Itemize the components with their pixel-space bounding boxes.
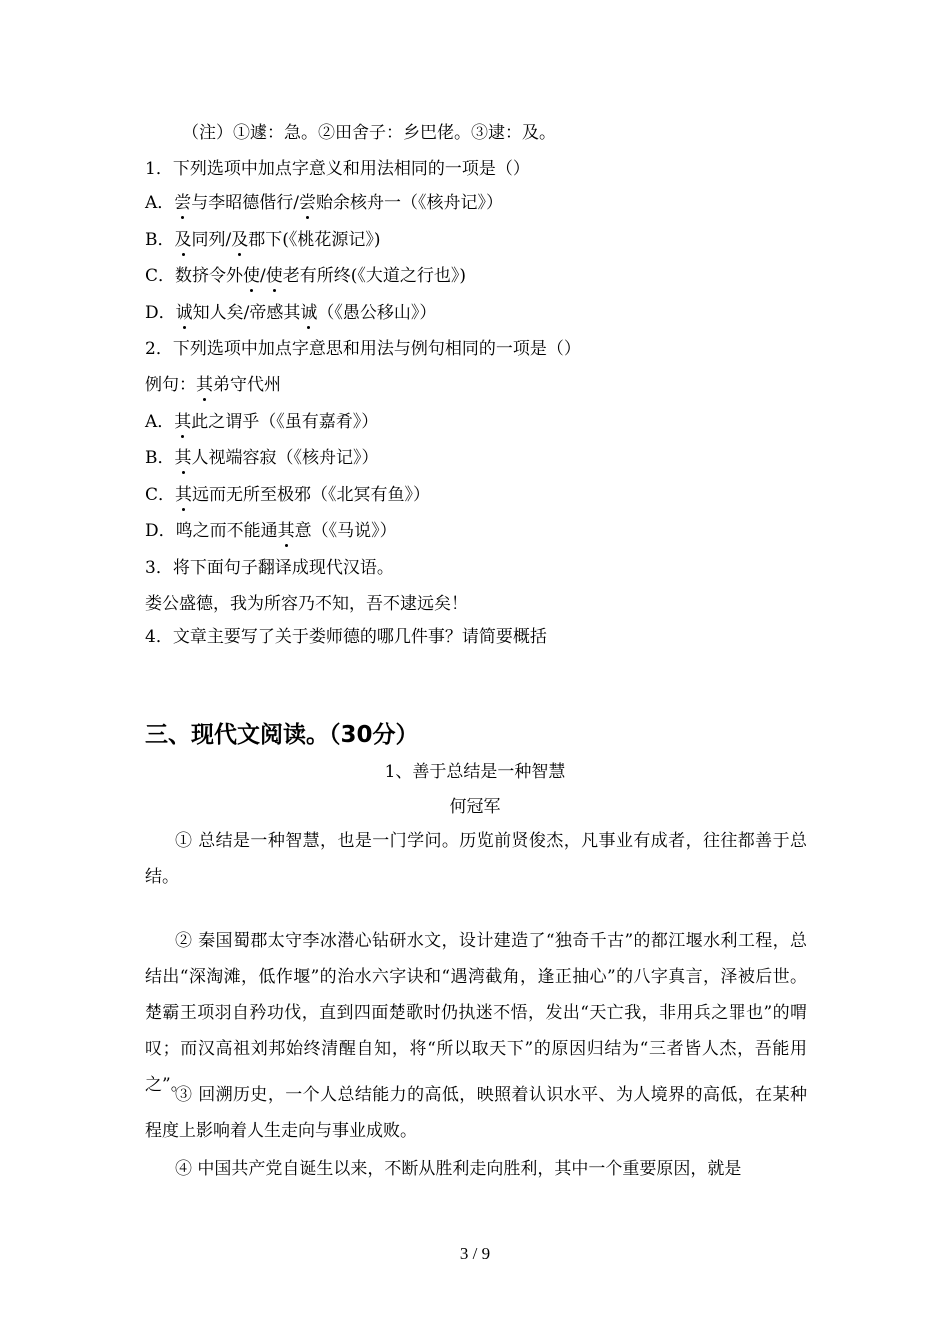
option-text: 与李昭德偕行/ [191,193,300,213]
question-2-option-c [145,484,430,506]
paragraph-1: ① 总结是一种智慧，也是一门学问。历览前贤俊杰，凡事业有成者，往往都善于总结。 [145,831,807,887]
option-prefix: B． [145,230,175,250]
option-prefix: B． [145,448,175,468]
question-4-stem: 4．文章主要写了关于娄师德的哪几件事？请简要概括 [145,627,547,647]
dotted-character: 其 [196,375,213,395]
example-text: 弟守代州 [213,375,281,395]
dotted-character: 使 [243,266,261,286]
option-prefix: A． [145,412,175,432]
dotted-character: 其 [277,521,295,541]
option-text: 意（《马说》） [294,521,397,541]
option-text: 远而无所至极邪（《北冥有鱼》） [192,485,431,505]
section-title: 三、现代文阅读。（30分） [145,722,419,748]
option-text: 此之谓乎（《虽有嘉肴》） [191,412,379,432]
dotted-character: 诚 [300,303,318,323]
paragraph-4: ④ 中国共产党自诞生以来，不断从胜利走向胜利，其中一个重要原因，就是 [175,1159,742,1179]
paragraph-3: ③ 回溯历史，一个人总结能力的高低，映照着认识水平、为人境界的高低，在某种程度上影响着人生走向与事业成败。 [145,1085,807,1141]
question-2-option-b [145,447,379,469]
option-text: 人视端容寂（《核舟记》） [191,448,379,468]
page-number: 3 / 9 [459,1244,491,1263]
option-text: / [260,266,266,286]
option-text: 知人矣/帝感其 [192,303,301,323]
option-prefix: D．鸣之而不能通 [145,521,278,541]
annotation-note: （注）①遽：急。②田舍子：乡巴佬。③逮：及。 [182,123,556,143]
article-title: 1、善于总结是一种智慧 [384,762,566,782]
option-text: 老有所终(《大道之行也》) [282,266,467,286]
option-prefix: D． [145,303,176,323]
question-1-option-a [145,192,503,214]
question-1-option-b [145,229,381,251]
article-author: 何冠军 [449,797,501,817]
option-text: 贻余核舟一（《核舟记》） [316,193,504,213]
question-2-option-d [145,520,397,542]
question-1-stem: 1．下列选项中加点字意义和用法相同的一项是（） [145,159,530,179]
option-prefix: A． [145,193,175,213]
question-2-option-a [145,411,378,433]
question-1-option-d [145,302,436,324]
option-text: （《愚公移山》） [317,303,437,323]
example-prefix: 例句： [145,375,196,395]
question-3-stem: 3．将下面句子翻译成现代汉语。 [145,558,394,578]
dotted-character: 尝 [299,193,317,213]
dotted-character: 其 [175,485,193,505]
question-3-sentence: 娄公盛德，我为所容乃不知，吾不逮远矣！ [145,594,468,614]
dotted-character: 使 [265,266,283,286]
dotted-character: 及 [174,230,192,250]
question-2-example [145,374,281,396]
question-2-stem: 2．下列选项中加点字意思和用法与例句相同的一项是（） [145,339,581,359]
option-prefix: C． [145,485,176,505]
option-text: 郡下(《桃花源记》) [248,230,381,250]
paragraph-2: ② 秦国蜀郡太守李冰潜心钻研水文，设计建造了“独奇千古”的都江堰水利工程，总结出“深淘滩，低作堰”的治水六字诀和“遇湾截角，逢正抽心”的八字真言，泽被后世。楚霸王项羽自矜功伐，直到四面楚歌时仍执迷不悟，发出“天亡我，非用兵之罪也”的喟叹；而汉高祖刘邦始终清醒自知，将“所以取天下”的原因归结为“三者皆人杰，吾能用之”。 [145,931,807,1095]
option-prefix: C．数挤令外 [145,266,244,286]
dotted-character: 尝 [174,193,192,213]
option-text: 同列/ [191,230,232,250]
dotted-character: 诚 [175,303,193,323]
dotted-character: 及 [231,230,249,250]
dotted-character: 其 [174,448,192,468]
question-1-option-c [145,265,466,287]
dotted-character: 其 [174,412,192,432]
